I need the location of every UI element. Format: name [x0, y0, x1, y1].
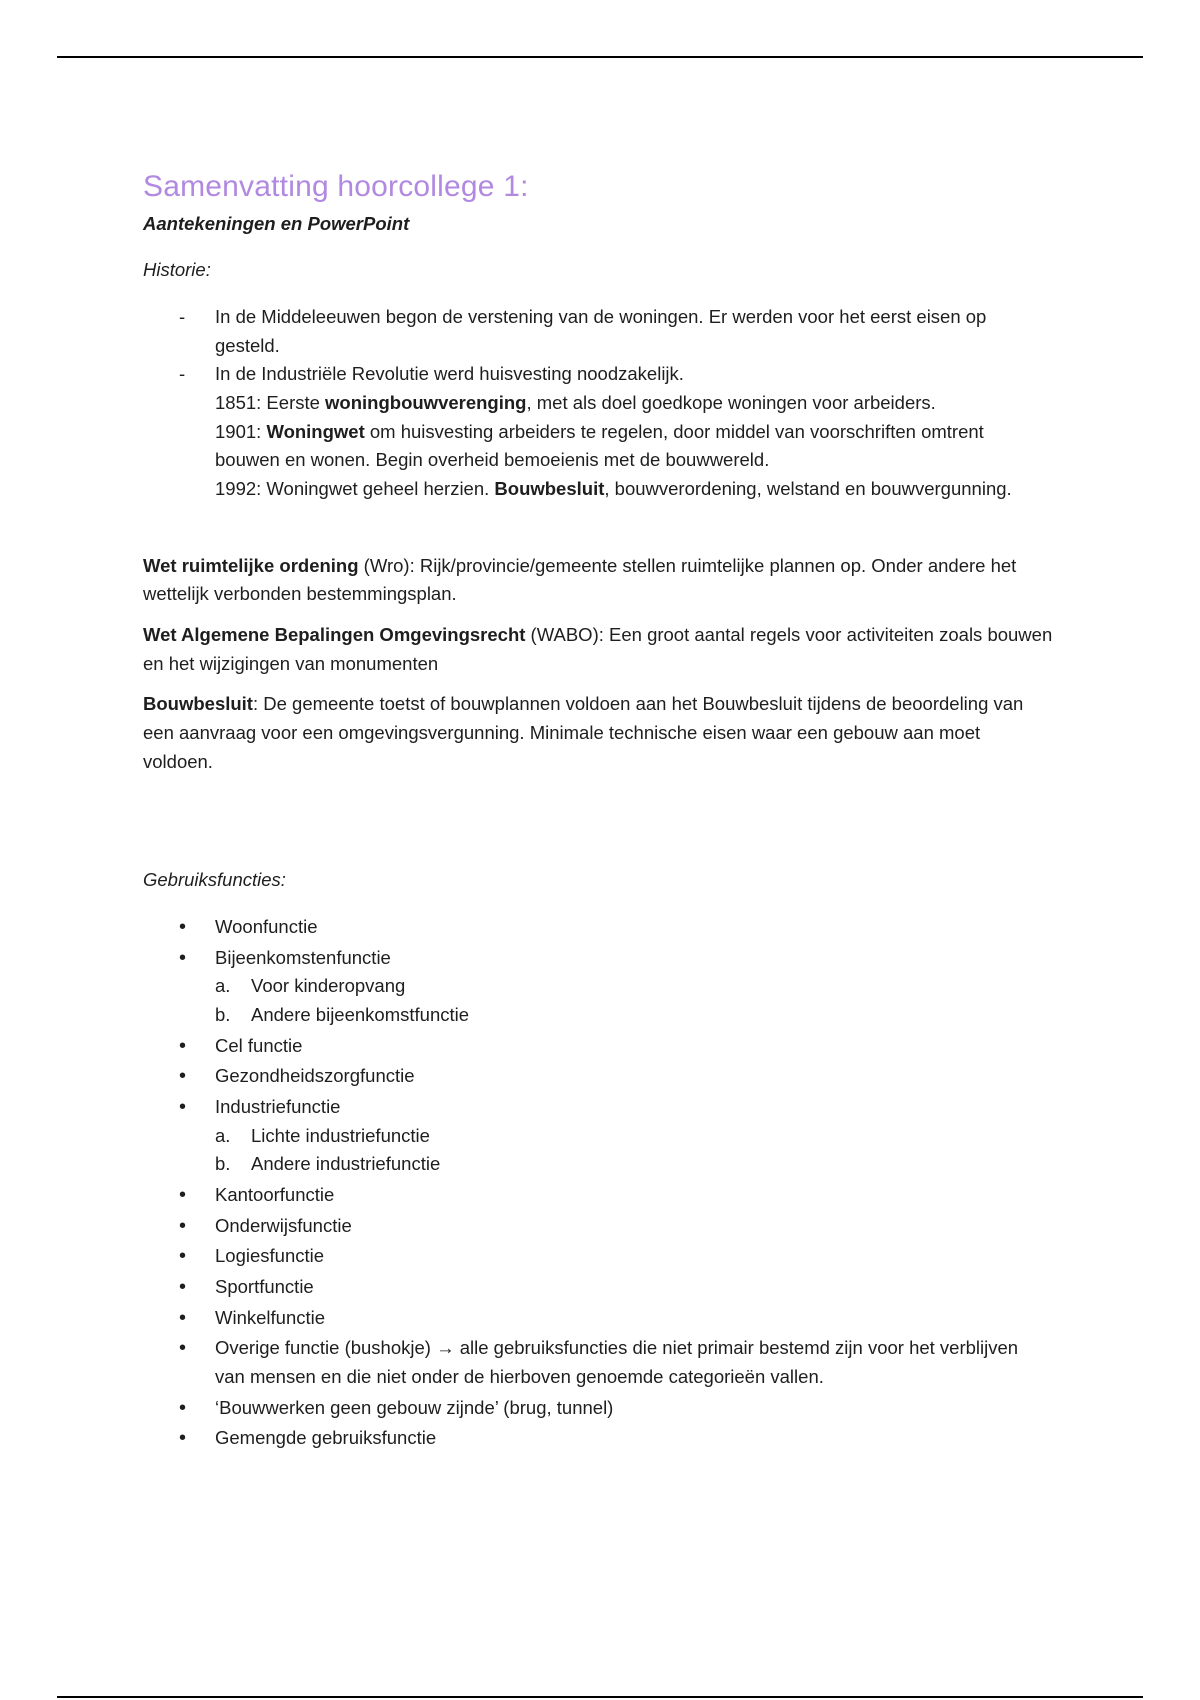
list-item: • Overige functie (bushokje) → alle gebruiksfuncties die niet primair bestemd zijn voor het verblijven van mensen en die niet onder de hierboven genoemde categorieën vallen.: [143, 1334, 1053, 1391]
bullet-marker: •: [179, 1396, 187, 1419]
list-item: a. Voor kinderopvang: [215, 975, 406, 997]
definition-wro: Wet ruimtelijke ordening (Wro): Rijk/provincie/gemeente stellen ruimtelijke plannen op. Onder andere het wettelijk verbonden bestemmingsplan.: [143, 554, 1017, 605]
list-item: • Woonfunctie: [143, 913, 1053, 942]
gebruiksfuncties-heading: Gebruiksfuncties:: [143, 869, 286, 891]
bullet-marker: •: [179, 1337, 187, 1360]
document-page: [143, 168, 1053, 1455]
gebruiksfuncties-list: [143, 913, 1053, 1453]
historie-item-industrie: In de Industriële Revolutie werd huisvesting noodzakelijk.: [215, 363, 684, 385]
header-rule: [57, 56, 1143, 58]
list-item: • Gezondheidszorgfunctie: [143, 1062, 1053, 1091]
historie-1992: 1992: Woningwet geheel herzien. Bouwbesluit, bouwverordening, welstand en bouwvergunning.: [215, 477, 1012, 499]
page-title: Samenvatting hoorcollege 1:: [143, 170, 529, 203]
dash-marker: -: [179, 363, 186, 385]
list-item: • Onderwijsfunctie: [143, 1212, 1053, 1241]
list-item: [143, 360, 1053, 503]
list-item: • Industriefunctie a. Lichte industriefunctie b. Andere industriefunctie: [143, 1093, 1053, 1179]
bullet-marker: •: [179, 1095, 187, 1118]
list-item: a. Lichte industriefunctie: [215, 1124, 430, 1146]
sub-list: [215, 1122, 1053, 1179]
list-item: • Sportfunctie: [143, 1273, 1053, 1302]
list-item: • ‘Bouwwerken geen gebouw zijnde’ (brug, tunnel): [143, 1394, 1053, 1423]
historie-item-middeleeuwen: In de Middeleeuwen begon de verstening van de woningen. Er werden voor het eerst eisen op gesteld.: [215, 305, 987, 356]
bullet-marker: •: [179, 1245, 187, 1268]
historie-heading: Historie:: [143, 259, 211, 281]
bullet-marker: •: [179, 1065, 187, 1088]
dash-marker: -: [179, 305, 186, 327]
bullet-marker: •: [179, 1214, 187, 1237]
list-item: • Winkelfunctie: [143, 1304, 1053, 1333]
list-item: • Gemengde gebruiksfunctie: [143, 1424, 1053, 1453]
bullet-marker: •: [179, 946, 187, 969]
sub-list: [215, 972, 1053, 1029]
subtitle: Aantekeningen en PowerPoint: [143, 212, 410, 234]
historie-1851: 1851: Eerste woningbouwverenging, met als doel goedkope woningen voor arbeiders.: [215, 391, 936, 413]
list-item: • Bijeenkomstenfunctie a. Voor kinderopvang b. Andere bijeenkomstfunctie: [143, 944, 1053, 1030]
bullet-marker: •: [179, 1034, 187, 1057]
historie-list: [143, 303, 1053, 504]
bullet-marker: •: [179, 1427, 187, 1450]
footer-rule: [57, 1696, 1143, 1698]
bullet-marker: •: [179, 1183, 187, 1206]
historie-1901: 1901: Woningwet om huisvesting arbeiders te regelen, door middel van voorschriften omtrent bouwen en wonen. Begin overheid bemoeienis met de bouwwereld.: [215, 420, 984, 471]
definition-wabo: Wet Algemene Bepalingen Omgevingsrecht (WABO): Een groot aantal regels voor activiteiten zoals bouwen en het wijzigingen van monumenten: [143, 623, 1053, 674]
list-item: b. Andere bijeenkomstfunctie: [215, 1003, 470, 1025]
definition-bouwbesluit: Bouwbesluit: De gemeente toetst of bouwplannen voldoen aan het Bouwbesluit tijdens de beoordeling van een aanvraag voor een omgevingsvergunning. Minimale technische eisen waar een gebouw aan moet voldoen.: [143, 693, 1024, 772]
list-item: • Logiesfunctie: [143, 1242, 1053, 1271]
bullet-marker: •: [179, 1275, 187, 1298]
list-item: • Kantoorfunctie: [143, 1181, 1053, 1210]
list-item: [143, 303, 1053, 360]
bullet-marker: •: [179, 1306, 187, 1329]
bullet-marker: •: [179, 915, 187, 938]
list-item: • Cel functie: [143, 1032, 1053, 1061]
list-item: b. Andere industriefunctie: [215, 1153, 441, 1175]
